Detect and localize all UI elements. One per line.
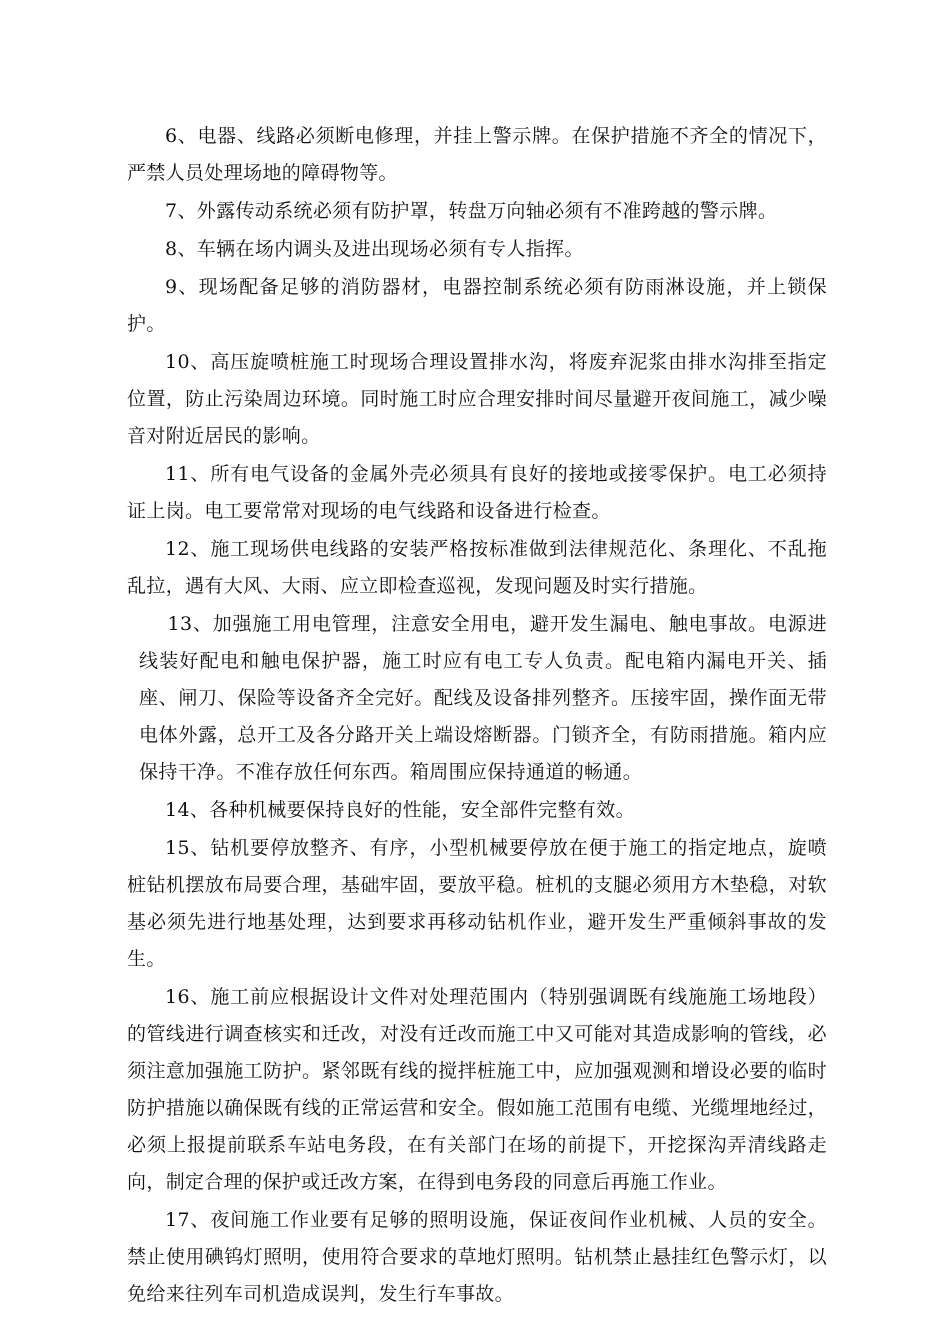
paragraph-10: 10、高压旋喷桩施工时现场合理设置排水沟，将废弃泥浆由排水沟排至指定位置，防止污染周边环境。同时施工时应合理安排时间尽量避开夜间施工，减少噪音对附近居民的影响。 bbox=[127, 351, 827, 447]
paragraph-14: 14、各种机械要保持良好的性能，安全部件完整有效。 bbox=[165, 799, 635, 821]
paragraph-16: 16、施工前应根据设计文件对处理范围内（特别强调既有线施施工场地段）的管线进行调查核实和迁改，对没有迁改而施工中又可能对其造成影响的管线，必须注意加强施工防护。紧邻既有线的搅拌桩施工中，应加强观测和增设必要的临时防护措施以确保既有线的正常运营和安全。假如施工范围有电缆、光缆埋地经过，必须上报提前联系车站电务段，在有关部门在场的前提下，开挖探沟弄清线路走向，制定合理的保护或迁改方案，在得到电务段的同意后再施工作业。 bbox=[127, 986, 827, 1193]
document-body bbox=[127, 118, 827, 1314]
paragraph-6: 6、电器、线路必须断电修理，并挂上警示牌。在保护措施不齐全的情况下，严禁人员处理场地的障碍物等。 bbox=[127, 125, 827, 184]
paragraph-8: 8、车辆在场内调头及进出现场必须有专人指挥。 bbox=[165, 238, 584, 260]
paragraph-15: 15、钻机要停放整齐、有序，小型机械要停放在便于施工的指定地点，旋喷桩钻机摆放布局要合理，基础牢固，要放平稳。桩机的支腿必须用方木垫稳，对软基必须先进行地基处理，达到要求再移动钻机作业，避开发生严重倾斜事故的发生。 bbox=[127, 837, 827, 970]
paragraph-17: 17、夜间施工作业要有足够的照明设施，保证夜间作业机械、人员的安全。禁止使用碘钨灯照明，使用符合要求的草地灯照明。钻机禁止悬挂红色警示灯，以免给来往列车司机造成误判，发生行车事故。 bbox=[127, 1209, 827, 1305]
paragraph-13: 13、加强施工用电管理，注意安全用电，避开发生漏电、触电事故。电源进线装好配电和触电保护器，施工时应有电工专人负责。配电箱内漏电开关、插座、闸刀、保险等设备齐全完好。配线及设备排列整齐。压接牢固，操作面无带电体外露，总开工及各分路开关上端设熔断器。门锁齐全，有防雨措施。箱内应保持干净。不准存放任何东西。箱周围应保持通道的畅通。 bbox=[139, 613, 827, 783]
paragraph-12: 12、施工现场供电线路的安装严格按标准做到法律规范化、条理化、不乱拖乱拉，遇有大风、大雨、应立即检查巡视，发现问题及时实行措施。 bbox=[127, 538, 827, 597]
paragraph-7: 7、外露传动系统必须有防护罩，转盘万向轴必须有不准跨越的警示牌。 bbox=[165, 200, 778, 222]
paragraph-9: 9、现场配备足够的消防器材，电器控制系统必须有防雨淋设施，并上锁保护。 bbox=[127, 276, 827, 335]
paragraph-11: 11、所有电气设备的金属外壳必须具有良好的接地或接零保护。电工必须持证上岗。电工要常常对现场的电气线路和设备进行检查。 bbox=[127, 463, 827, 522]
